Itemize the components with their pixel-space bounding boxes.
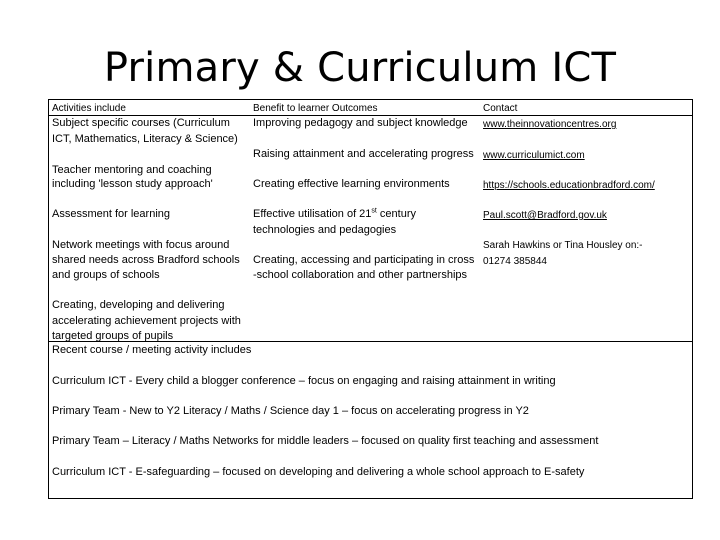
activity-assessment: Assessment for learning [52,208,170,220]
benefit-collaboration: Creating, accessing and participating in cross [253,254,475,266]
benefit-technologies-cont: technologies and pedagogies [253,224,397,236]
recent-item: Primary Team – Literacy / Maths Networks for middle leaders – focused on quality first teaching and assessment [52,435,599,447]
activity-subject-courses: Subject specific courses (Curriculum [52,117,230,129]
recent-item: Curriculum ICT - Every child a blogger conference – focus on engaging and raising attainment in writing [52,375,556,387]
contact-link-innovation-centres[interactable]: www.theinnovationcentres.org [483,119,617,130]
activity-mentoring-cont: including 'lesson study approach' [52,178,213,190]
contact-link-curriculum-ict[interactable]: www.curriculumict.com [483,150,585,161]
contact-email-paul-scott[interactable]: Paul.scott@Bradford.gov.uk [483,210,607,221]
recent-item: Curriculum ICT - E-safeguarding – focused on developing and delivering a whole school approach to E-safety [52,466,585,478]
activity-mentoring: Teacher mentoring and coaching [52,164,212,176]
contact-link-education-bradford[interactable]: https://schools.educationbradford.com/ [483,180,655,191]
activity-network-meetings-cont: shared needs across Bradford schools [52,254,240,266]
recent-item: Primary Team - New to Y2 Literacy / Maths / Science day 1 – focus on accelerating progress in Y2 [52,405,529,417]
recent-heading: Recent course / meeting activity includes [52,344,252,356]
contact-names: Sarah Hawkins or Tina Housley on:- [483,240,643,251]
header-activities: Activities include [52,103,126,114]
activity-projects-cont2: targeted groups of pupils [52,330,174,342]
header-contact: Contact [483,103,518,114]
benefit-environments: Creating effective learning environments [253,178,450,190]
page-title: Primary & Curriculum ICT [103,45,617,91]
benefit-collaboration-cont: -school collaboration and other partnerships [253,269,468,281]
benefit-pedagogy: Improving pedagogy and subject knowledge [253,117,468,129]
activity-network-meetings: Network meetings with focus around [52,239,230,251]
activity-projects: Creating, developing and delivering [52,299,225,311]
benefit-technologies: Effective utilisation of 21st century [253,207,417,220]
header-benefit: Benefit to learner Outcomes [253,103,378,114]
activity-network-meetings-cont2: and groups of schools [52,269,160,281]
activity-subject-courses-cont: ICT, Mathematics, Literacy & Science) [52,133,238,145]
contact-phone: 01274 385844 [483,256,547,267]
benefit-attainment: Raising attainment and accelerating progress [253,148,474,160]
activity-projects-cont: accelerating achievement projects with [52,315,241,327]
